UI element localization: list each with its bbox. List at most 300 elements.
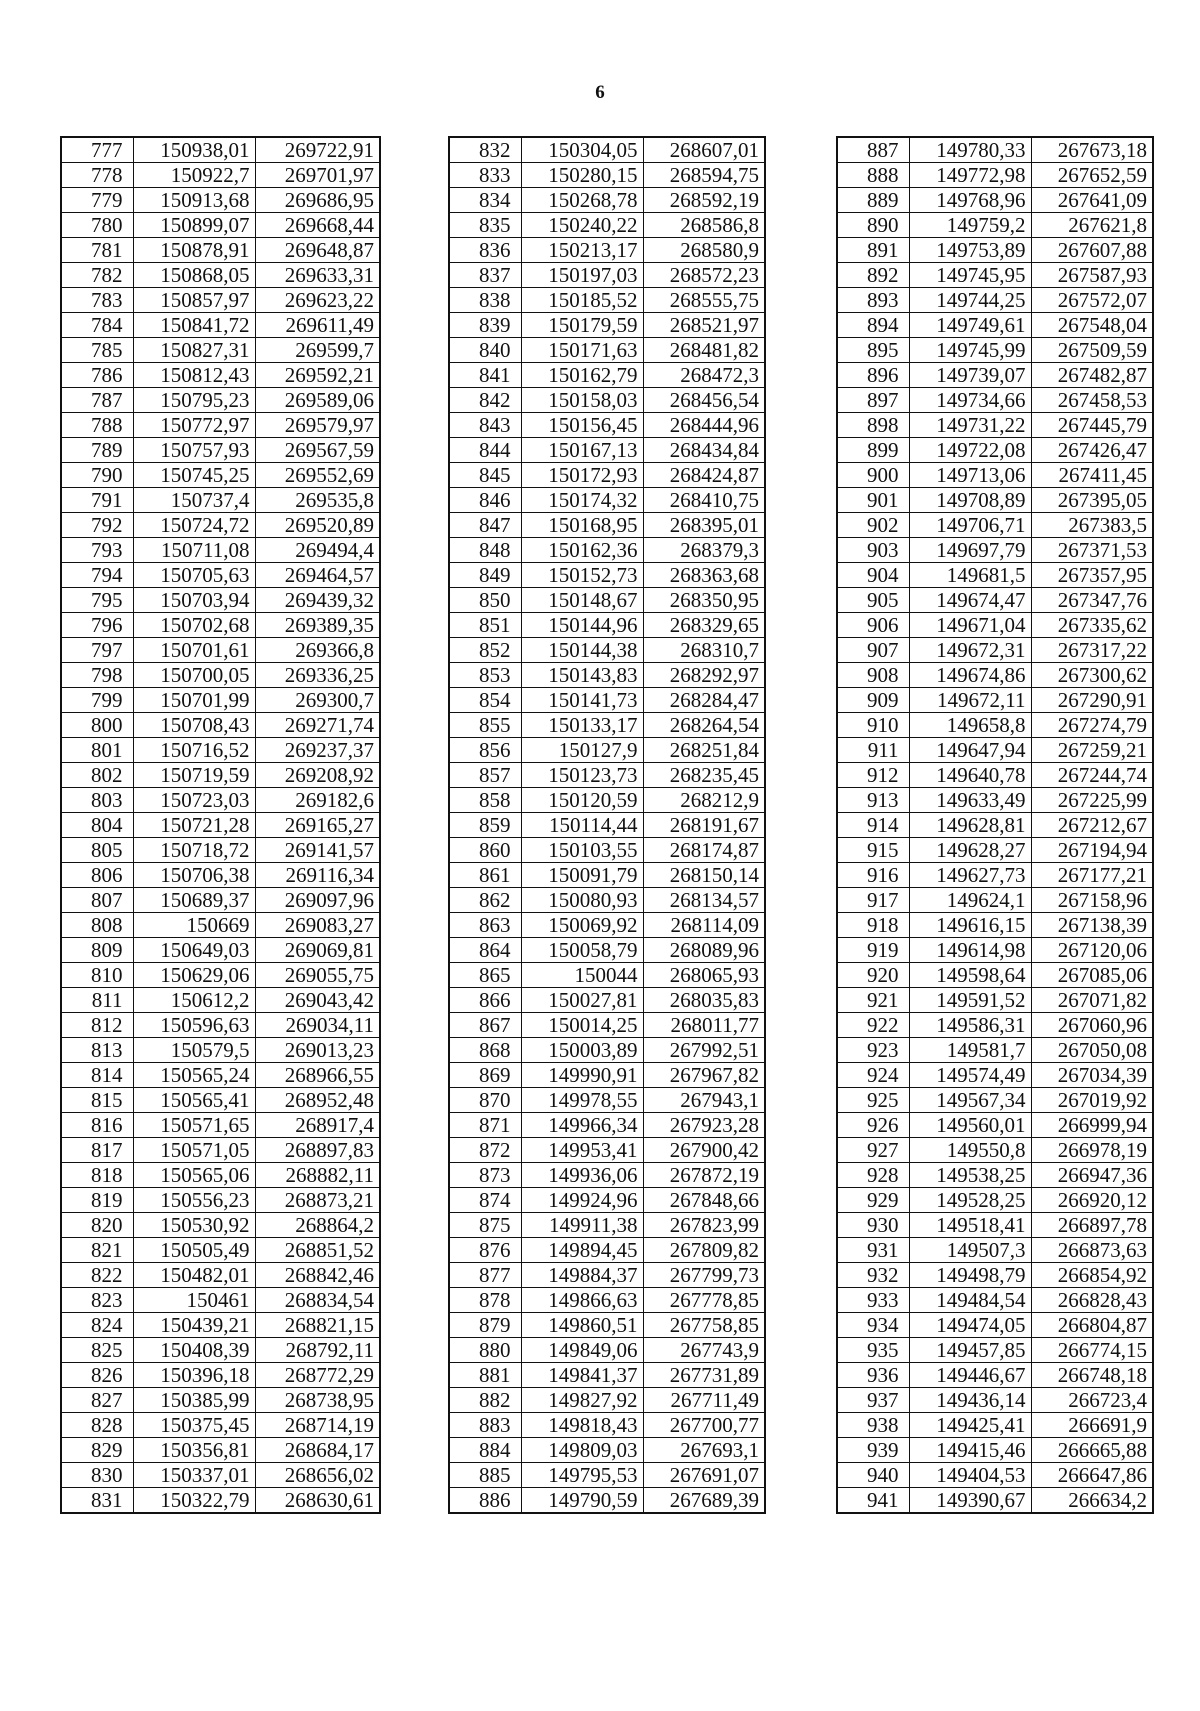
- y-coordinate-cell: 268580,9: [643, 238, 765, 263]
- y-coordinate-cell: 267259,21: [1031, 738, 1153, 763]
- table-row: [837, 563, 1153, 588]
- x-coordinate-cell: 150141,73: [521, 688, 643, 713]
- table-row: [837, 1388, 1153, 1413]
- x-coordinate-cell: 150337,01: [133, 1463, 255, 1488]
- table-row: [61, 1038, 380, 1063]
- x-coordinate-cell: 150857,97: [133, 288, 255, 313]
- y-coordinate-cell: 267848,66: [643, 1188, 765, 1213]
- x-coordinate-cell: 150669: [133, 913, 255, 938]
- y-coordinate-cell: 267872,19: [643, 1163, 765, 1188]
- table-row: [837, 1013, 1153, 1038]
- y-coordinate-cell: 268864,2: [255, 1213, 380, 1238]
- x-coordinate-cell: 149474,05: [909, 1313, 1031, 1338]
- y-coordinate-cell: 269034,11: [255, 1013, 380, 1038]
- table-row: [449, 1363, 765, 1388]
- point-number-cell: 921: [837, 988, 909, 1013]
- y-coordinate-cell: 269686,95: [255, 188, 380, 213]
- x-coordinate-cell: 149745,95: [909, 263, 1031, 288]
- x-coordinate-cell: 149731,22: [909, 413, 1031, 438]
- x-coordinate-cell: 149809,03: [521, 1438, 643, 1463]
- table-row: [449, 313, 765, 338]
- point-number-cell: 857: [449, 763, 521, 788]
- x-coordinate-cell: 150162,36: [521, 538, 643, 563]
- table-row: [837, 388, 1153, 413]
- point-number-cell: 866: [449, 988, 521, 1013]
- table-row: [61, 1013, 380, 1038]
- table-row: [837, 1413, 1153, 1438]
- point-number-cell: 869: [449, 1063, 521, 1088]
- x-coordinate-cell: 150375,45: [133, 1413, 255, 1438]
- coordinates-table-2: [448, 136, 766, 1514]
- table-row: [61, 1188, 380, 1213]
- x-coordinate-cell: 150719,59: [133, 763, 255, 788]
- y-coordinate-cell: 267158,96: [1031, 888, 1153, 913]
- point-number-cell: 795: [61, 588, 133, 613]
- x-coordinate-cell: 150114,44: [521, 813, 643, 838]
- point-number-cell: 790: [61, 463, 133, 488]
- table-row: [837, 713, 1153, 738]
- x-coordinate-cell: 150565,06: [133, 1163, 255, 1188]
- table-row: [837, 163, 1153, 188]
- y-coordinate-cell: 267743,9: [643, 1338, 765, 1363]
- y-coordinate-cell: 267335,62: [1031, 613, 1153, 638]
- point-number-cell: 940: [837, 1463, 909, 1488]
- x-coordinate-cell: 149827,92: [521, 1388, 643, 1413]
- y-coordinate-cell: 268821,15: [255, 1313, 380, 1338]
- y-coordinate-cell: 268594,75: [643, 163, 765, 188]
- table-row: [61, 388, 380, 413]
- x-coordinate-cell: 149749,61: [909, 313, 1031, 338]
- table-row: [449, 938, 765, 963]
- y-coordinate-cell: 269300,7: [255, 688, 380, 713]
- table-row: [449, 588, 765, 613]
- table-row: [449, 1188, 765, 1213]
- y-coordinate-cell: 266774,15: [1031, 1338, 1153, 1363]
- y-coordinate-cell: 268174,87: [643, 838, 765, 863]
- y-coordinate-cell: 268284,47: [643, 688, 765, 713]
- point-number-cell: 801: [61, 738, 133, 763]
- x-coordinate-cell: 149624,1: [909, 888, 1031, 913]
- x-coordinate-cell: 149550,8: [909, 1138, 1031, 1163]
- point-number-cell: 890: [837, 213, 909, 238]
- x-coordinate-cell: 149507,3: [909, 1238, 1031, 1263]
- table-row: [449, 713, 765, 738]
- x-coordinate-cell: 150322,79: [133, 1488, 255, 1514]
- y-coordinate-cell: 267395,05: [1031, 488, 1153, 513]
- y-coordinate-cell: 267572,07: [1031, 288, 1153, 313]
- x-coordinate-cell: 150123,73: [521, 763, 643, 788]
- point-number-cell: 853: [449, 663, 521, 688]
- point-number-cell: 777: [61, 137, 133, 163]
- x-coordinate-cell: 150571,65: [133, 1113, 255, 1138]
- x-coordinate-cell: 150080,93: [521, 888, 643, 913]
- table-row: [61, 1163, 380, 1188]
- point-number-cell: 835: [449, 213, 521, 238]
- point-number-cell: 799: [61, 688, 133, 713]
- point-number-cell: 811: [61, 988, 133, 1013]
- x-coordinate-cell: 150171,63: [521, 338, 643, 363]
- x-coordinate-cell: 150612,2: [133, 988, 255, 1013]
- point-number-cell: 891: [837, 238, 909, 263]
- coordinates-table-1: [60, 136, 381, 1514]
- table-row: [837, 1238, 1153, 1263]
- point-number-cell: 809: [61, 938, 133, 963]
- point-number-cell: 930: [837, 1213, 909, 1238]
- x-coordinate-cell: 149697,79: [909, 538, 1031, 563]
- point-number-cell: 883: [449, 1413, 521, 1438]
- x-coordinate-cell: 149860,51: [521, 1313, 643, 1338]
- y-coordinate-cell: 267607,88: [1031, 238, 1153, 263]
- x-coordinate-cell: 150737,4: [133, 488, 255, 513]
- x-coordinate-cell: 150461: [133, 1288, 255, 1313]
- x-coordinate-cell: 150649,03: [133, 938, 255, 963]
- y-coordinate-cell: 269043,42: [255, 988, 380, 1013]
- x-coordinate-cell: 149390,67: [909, 1488, 1031, 1514]
- point-number-cell: 876: [449, 1238, 521, 1263]
- table-row: [837, 588, 1153, 613]
- y-coordinate-cell: 268792,11: [255, 1338, 380, 1363]
- point-number-cell: 820: [61, 1213, 133, 1238]
- x-coordinate-cell: 149795,53: [521, 1463, 643, 1488]
- point-number-cell: 816: [61, 1113, 133, 1138]
- x-coordinate-cell: 150003,89: [521, 1038, 643, 1063]
- x-coordinate-cell: 149567,34: [909, 1088, 1031, 1113]
- table-row: [449, 488, 765, 513]
- table-row: [61, 1213, 380, 1238]
- point-number-cell: 927: [837, 1138, 909, 1163]
- y-coordinate-cell: 269579,97: [255, 413, 380, 438]
- point-number-cell: 878: [449, 1288, 521, 1313]
- y-coordinate-cell: 267212,67: [1031, 813, 1153, 838]
- point-number-cell: 885: [449, 1463, 521, 1488]
- table-row: [449, 538, 765, 563]
- point-number-cell: 920: [837, 963, 909, 988]
- y-coordinate-cell: 267244,74: [1031, 763, 1153, 788]
- y-coordinate-cell: 267509,59: [1031, 338, 1153, 363]
- y-coordinate-cell: 268952,48: [255, 1088, 380, 1113]
- y-coordinate-cell: 267711,49: [643, 1388, 765, 1413]
- point-number-cell: 911: [837, 738, 909, 763]
- point-number-cell: 896: [837, 363, 909, 388]
- table-row: [837, 1088, 1153, 1113]
- x-coordinate-cell: 150629,06: [133, 963, 255, 988]
- table-row: [837, 1363, 1153, 1388]
- x-coordinate-cell: 150812,43: [133, 363, 255, 388]
- y-coordinate-cell: 269567,59: [255, 438, 380, 463]
- table-row: [449, 137, 765, 163]
- x-coordinate-cell: 149581,7: [909, 1038, 1031, 1063]
- table-row: [61, 463, 380, 488]
- table-row: [837, 363, 1153, 388]
- y-coordinate-cell: 267194,94: [1031, 838, 1153, 863]
- table-row: [837, 638, 1153, 663]
- point-number-cell: 935: [837, 1338, 909, 1363]
- point-number-cell: 783: [61, 288, 133, 313]
- point-number-cell: 894: [837, 313, 909, 338]
- point-number-cell: 845: [449, 463, 521, 488]
- table-row: [61, 288, 380, 313]
- y-coordinate-cell: 268897,83: [255, 1138, 380, 1163]
- x-coordinate-cell: 149528,25: [909, 1188, 1031, 1213]
- y-coordinate-cell: 267621,8: [1031, 213, 1153, 238]
- point-number-cell: 937: [837, 1388, 909, 1413]
- table-row: [837, 688, 1153, 713]
- x-coordinate-cell: 150571,05: [133, 1138, 255, 1163]
- point-number-cell: 791: [61, 488, 133, 513]
- x-coordinate-cell: 150716,52: [133, 738, 255, 763]
- point-number-cell: 938: [837, 1413, 909, 1438]
- point-number-cell: 823: [61, 1288, 133, 1313]
- table-row: [449, 388, 765, 413]
- table-row: [837, 488, 1153, 513]
- table-row: [837, 1038, 1153, 1063]
- y-coordinate-cell: 268607,01: [643, 137, 765, 163]
- x-coordinate-cell: 150530,92: [133, 1213, 255, 1238]
- point-number-cell: 781: [61, 238, 133, 263]
- y-coordinate-cell: 268656,02: [255, 1463, 380, 1488]
- x-coordinate-cell: 150757,93: [133, 438, 255, 463]
- x-coordinate-cell: 150396,18: [133, 1363, 255, 1388]
- x-coordinate-cell: 150772,97: [133, 413, 255, 438]
- table-row: [449, 788, 765, 813]
- table-row: [61, 613, 380, 638]
- x-coordinate-cell: 149759,2: [909, 213, 1031, 238]
- point-number-cell: 934: [837, 1313, 909, 1338]
- point-number-cell: 786: [61, 363, 133, 388]
- table-row: [61, 763, 380, 788]
- y-coordinate-cell: 267019,92: [1031, 1088, 1153, 1113]
- y-coordinate-cell: 268772,29: [255, 1363, 380, 1388]
- point-number-cell: 827: [61, 1388, 133, 1413]
- x-coordinate-cell: 149681,5: [909, 563, 1031, 588]
- x-coordinate-cell: 150152,73: [521, 563, 643, 588]
- point-number-cell: 903: [837, 538, 909, 563]
- x-coordinate-cell: 150706,38: [133, 863, 255, 888]
- table-row: [449, 613, 765, 638]
- table-row: [837, 188, 1153, 213]
- table-row: [449, 338, 765, 363]
- point-number-cell: 851: [449, 613, 521, 638]
- point-number-cell: 796: [61, 613, 133, 638]
- x-coordinate-cell: 150703,94: [133, 588, 255, 613]
- point-number-cell: 817: [61, 1138, 133, 1163]
- y-coordinate-cell: 267317,22: [1031, 638, 1153, 663]
- point-number-cell: 872: [449, 1138, 521, 1163]
- point-number-cell: 931: [837, 1238, 909, 1263]
- x-coordinate-cell: 149498,79: [909, 1263, 1031, 1288]
- x-coordinate-cell: 149574,49: [909, 1063, 1031, 1088]
- x-coordinate-cell: 149674,86: [909, 663, 1031, 688]
- point-number-cell: 913: [837, 788, 909, 813]
- y-coordinate-cell: 267426,47: [1031, 438, 1153, 463]
- coordinates-table-3: [836, 136, 1154, 1514]
- x-coordinate-cell: 149586,31: [909, 1013, 1031, 1038]
- table-row: [837, 438, 1153, 463]
- y-coordinate-cell: 269336,25: [255, 663, 380, 688]
- table-row: [61, 1263, 380, 1288]
- point-number-cell: 819: [61, 1188, 133, 1213]
- x-coordinate-cell: 149772,98: [909, 163, 1031, 188]
- x-coordinate-cell: 150185,52: [521, 288, 643, 313]
- point-number-cell: 905: [837, 588, 909, 613]
- x-coordinate-cell: 149936,06: [521, 1163, 643, 1188]
- y-coordinate-cell: 267085,06: [1031, 963, 1153, 988]
- x-coordinate-cell: 149753,89: [909, 238, 1031, 263]
- point-number-cell: 826: [61, 1363, 133, 1388]
- x-coordinate-cell: 150058,79: [521, 938, 643, 963]
- point-number-cell: 939: [837, 1438, 909, 1463]
- y-coordinate-cell: 269013,23: [255, 1038, 380, 1063]
- y-coordinate-cell: 268212,9: [643, 788, 765, 813]
- table-row: [449, 1263, 765, 1288]
- point-number-cell: 867: [449, 1013, 521, 1038]
- point-number-cell: 900: [837, 463, 909, 488]
- table-row: [837, 1263, 1153, 1288]
- table-row: [837, 1463, 1153, 1488]
- table-row: [449, 1288, 765, 1313]
- point-number-cell: 864: [449, 938, 521, 963]
- x-coordinate-cell: 150718,72: [133, 838, 255, 863]
- y-coordinate-cell: 267034,39: [1031, 1063, 1153, 1088]
- table-row: [61, 988, 380, 1013]
- y-coordinate-cell: 267778,85: [643, 1288, 765, 1313]
- x-coordinate-cell: 150158,03: [521, 388, 643, 413]
- y-coordinate-cell: 267060,96: [1031, 1013, 1153, 1038]
- y-coordinate-cell: 269589,06: [255, 388, 380, 413]
- y-coordinate-cell: 269237,37: [255, 738, 380, 763]
- x-coordinate-cell: 149734,66: [909, 388, 1031, 413]
- table-row: [837, 988, 1153, 1013]
- x-coordinate-cell: 150745,25: [133, 463, 255, 488]
- x-coordinate-cell: 150701,99: [133, 688, 255, 713]
- table-row: [837, 1488, 1153, 1514]
- point-number-cell: 800: [61, 713, 133, 738]
- x-coordinate-cell: 150556,23: [133, 1188, 255, 1213]
- x-coordinate-cell: 150702,68: [133, 613, 255, 638]
- x-coordinate-cell: 149713,06: [909, 463, 1031, 488]
- x-coordinate-cell: 149768,96: [909, 188, 1031, 213]
- y-coordinate-cell: 268350,95: [643, 588, 765, 613]
- table-row: [837, 263, 1153, 288]
- table-row: [449, 188, 765, 213]
- y-coordinate-cell: 266920,12: [1031, 1188, 1153, 1213]
- table-row: [449, 763, 765, 788]
- point-number-cell: 832: [449, 137, 521, 163]
- x-coordinate-cell: 149706,71: [909, 513, 1031, 538]
- x-coordinate-cell: 150899,07: [133, 213, 255, 238]
- point-number-cell: 895: [837, 338, 909, 363]
- y-coordinate-cell: 267900,42: [643, 1138, 765, 1163]
- table-row: [61, 1288, 380, 1313]
- x-coordinate-cell: 149591,52: [909, 988, 1031, 1013]
- table-row: [449, 1238, 765, 1263]
- x-coordinate-cell: 150913,68: [133, 188, 255, 213]
- y-coordinate-cell: 268410,75: [643, 488, 765, 513]
- table-row: [61, 1063, 380, 1088]
- table-row: [837, 538, 1153, 563]
- x-coordinate-cell: 149744,25: [909, 288, 1031, 313]
- y-coordinate-cell: 267383,5: [1031, 513, 1153, 538]
- y-coordinate-cell: 268630,61: [255, 1488, 380, 1514]
- table-row: [449, 1013, 765, 1038]
- y-coordinate-cell: 269520,89: [255, 513, 380, 538]
- point-number-cell: 865: [449, 963, 521, 988]
- table-row: [61, 238, 380, 263]
- x-coordinate-cell: 150240,22: [521, 213, 643, 238]
- point-number-cell: 856: [449, 738, 521, 763]
- table-row: [449, 363, 765, 388]
- y-coordinate-cell: 268434,84: [643, 438, 765, 463]
- table-row: [837, 938, 1153, 963]
- x-coordinate-cell: 149457,85: [909, 1338, 1031, 1363]
- x-coordinate-cell: 149671,04: [909, 613, 1031, 638]
- point-number-cell: 804: [61, 813, 133, 838]
- x-coordinate-cell: 150439,21: [133, 1313, 255, 1338]
- y-coordinate-cell: 269701,97: [255, 163, 380, 188]
- table-row: [837, 1438, 1153, 1463]
- point-number-cell: 842: [449, 388, 521, 413]
- y-coordinate-cell: 266634,2: [1031, 1488, 1153, 1514]
- table-row: [449, 1313, 765, 1338]
- table-row: [61, 863, 380, 888]
- x-coordinate-cell: 149633,49: [909, 788, 1031, 813]
- point-number-cell: 814: [61, 1063, 133, 1088]
- table-row: [61, 663, 380, 688]
- table-row: [449, 413, 765, 438]
- x-coordinate-cell: 150724,72: [133, 513, 255, 538]
- point-number-cell: 889: [837, 188, 909, 213]
- table-body: [837, 137, 1153, 1513]
- table-row: [837, 513, 1153, 538]
- y-coordinate-cell: 268555,75: [643, 288, 765, 313]
- point-number-cell: 918: [837, 913, 909, 938]
- point-number-cell: 882: [449, 1388, 521, 1413]
- table-row: [837, 413, 1153, 438]
- y-coordinate-cell: 269552,69: [255, 463, 380, 488]
- table-row: [449, 438, 765, 463]
- y-coordinate-cell: 268395,01: [643, 513, 765, 538]
- table-row: [61, 1088, 380, 1113]
- point-number-cell: 906: [837, 613, 909, 638]
- table-row: [449, 288, 765, 313]
- table-row: [449, 163, 765, 188]
- y-coordinate-cell: 268379,3: [643, 538, 765, 563]
- table-row: [61, 1338, 380, 1363]
- table-row: [449, 463, 765, 488]
- table-row: [449, 663, 765, 688]
- table-row: [837, 338, 1153, 363]
- x-coordinate-cell: 150565,41: [133, 1088, 255, 1113]
- point-number-cell: 909: [837, 688, 909, 713]
- point-number-cell: 925: [837, 1088, 909, 1113]
- x-coordinate-cell: 150120,59: [521, 788, 643, 813]
- point-number-cell: 833: [449, 163, 521, 188]
- x-coordinate-cell: 150721,28: [133, 813, 255, 838]
- point-number-cell: 808: [61, 913, 133, 938]
- table-row: [449, 1413, 765, 1438]
- x-coordinate-cell: 150868,05: [133, 263, 255, 288]
- point-number-cell: 807: [61, 888, 133, 913]
- y-coordinate-cell: 269633,31: [255, 263, 380, 288]
- y-coordinate-cell: 267693,1: [643, 1438, 765, 1463]
- point-number-cell: 884: [449, 1438, 521, 1463]
- y-coordinate-cell: 268329,65: [643, 613, 765, 638]
- point-number-cell: 818: [61, 1163, 133, 1188]
- point-number-cell: 916: [837, 863, 909, 888]
- x-coordinate-cell: 150014,25: [521, 1013, 643, 1038]
- table-row: [449, 1388, 765, 1413]
- point-number-cell: 870: [449, 1088, 521, 1113]
